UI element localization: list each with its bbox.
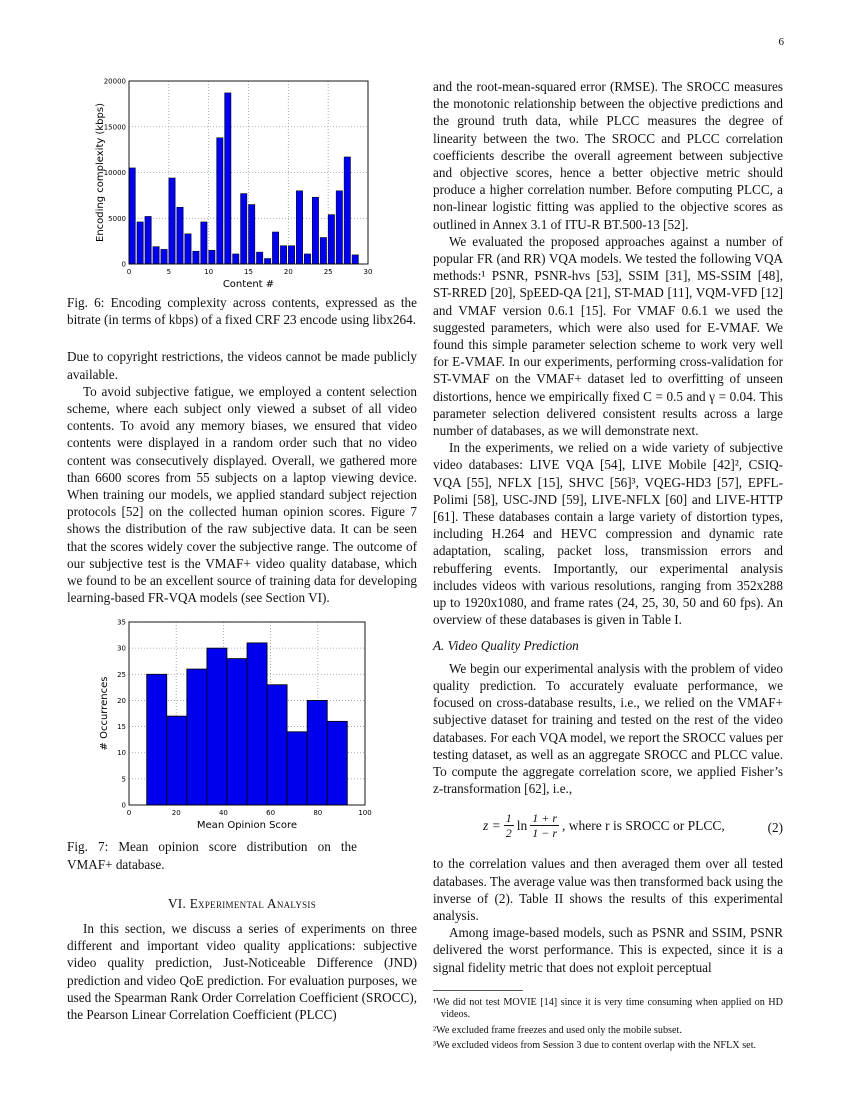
section-title: Experimental Analysis: [189, 895, 317, 911]
bar: [256, 252, 262, 264]
footnote-divider: [433, 990, 523, 991]
x-tick-label: 60: [266, 809, 276, 818]
bar: [336, 191, 342, 264]
y-tick-label: 0: [121, 260, 126, 269]
footnote-1: ¹We did not test MOVIE [14] since it is very time consuming when applied on HD videos.: [433, 996, 783, 1021]
rmse-paragraph: and the root-mean-squared error (RMSE). The SROCC measures the monotonic relationship between the objective predictions and the ground truth data, while PLCC measures the degree of linearity between the two. The SROCC and PLCC correlation coefficients describe the overall agreement between subjective and objective scores, hence a better objective metric should produce a higher correlation number. Before computing PLCC, a non-linear logistic fitting was applied to the objective scores as outlined in Annex 3.1 of ITU-R BT.500-13 [52].: [433, 79, 783, 232]
section-number: VI.: [167, 895, 187, 911]
bar: [153, 247, 159, 264]
x-tick-label: 10: [204, 268, 214, 276]
histogram-bin: [327, 722, 347, 806]
equation-fraction: $\frac{1 + r}{1 - r}$: [532, 811, 558, 841]
bar: [233, 254, 239, 264]
x-tick-label: 5: [166, 268, 172, 276]
y-tick-label: 5: [121, 775, 126, 784]
bar: [249, 205, 255, 264]
bar: [312, 197, 318, 264]
histogram-bin: [187, 670, 207, 806]
fig6-caption: Fig. 6: Encoding complexity across contents, expressed as the bitrate (in terms of kbps) of a fixed CRF 23 encode using libx264.: [67, 295, 417, 328]
bar: [296, 191, 302, 264]
page-number: 6: [778, 36, 784, 48]
bar: [272, 232, 278, 264]
histogram-bin: [287, 732, 307, 805]
bar: [145, 216, 151, 264]
x-tick-label: 25: [323, 268, 333, 276]
bar: [209, 250, 215, 264]
equation-ln: ln: [516, 818, 528, 834]
fig7-mos-histogram: [67, 618, 417, 834]
bar: [161, 249, 167, 264]
bar: [288, 246, 294, 264]
histogram-bin: [147, 675, 167, 806]
fig6-encoding-complexity-chart: [67, 78, 417, 290]
y-tick-label: 20000: [103, 78, 126, 86]
x-tick-label: 20: [283, 268, 293, 276]
methods-paragraph: We evaluated the proposed approaches against a number of popular FR (and RR) VQA models. We tested the following VQA methods:¹ PSNR, PSNR-hvs [53], SSIM [31], MS-SSIM [48], ST-RRED [20], SpEED-QA [21], ST-MAD [11], VQM-VFD [12] and VMAF version 0.6.1 [15]. For VMAF 0.6.1 we used the suggested parameters, which were also used for E-VMAF. We found this simple parameter selection scheme to work very well for E-VMAF. In our experiments, performing cross-validation for ST-VMAF on the VMAF+ dataset led to overfitting of unseen distortions, hence we empirically fixed C = 0.5 and γ = 0.04. This parameter selection delivered consistent results across a large number of databases, as we will demonstrate next.: [433, 233, 783, 439]
right-column: [433, 78, 783, 1056]
y-tick-label: 15: [117, 723, 126, 732]
databases-paragraph: In the experiments, we relied on a wide variety of subjective video databases: LIVE VQA [54], LIVE Mobile [42]², CSIQ-VQA [55], NFLX [15], SHVC [56]³, VQEG-HD3 [57], EPFL-Polimi [58], USC-JND [59], LIVE-NFLX [60] and LIVE-HTTP [61]. These databases contain a large variety of distortion types, including H.264 and HEVC compression and dynamic rate adaptation, scaling, packet loss, transmission errors and rebuffering events. Importantly, our experimental analysis includes videos with various resolutions, ranging from 352x288 up to 1920x1080, and frame rates (24, 25, 30, 50 and 60 fps). An overview of these databases is given in Table I.: [433, 440, 783, 628]
bar: [137, 222, 143, 264]
footnote-2: ²We excluded frame freezes and used only the mobile subset.: [433, 1024, 682, 1036]
y-tick-label: 15000: [103, 123, 126, 132]
y-tick-label: 0: [121, 801, 126, 810]
histogram-bin: [167, 717, 187, 806]
histogram-bin: [307, 701, 327, 806]
x-tick-label: 20: [171, 809, 181, 818]
bar: [169, 178, 175, 264]
x-tick-label: 80: [313, 809, 323, 818]
bar: [225, 93, 231, 264]
subsection-heading: A. Video Quality Prediction: [433, 637, 579, 653]
after-equation-paragraph: to the correlation values and then averaged them over all tested databases. The average value was then transformed back using the inverse of (2). Table II shows the results of this experimental analysis.: [433, 856, 783, 923]
section-intro-paragraph: In this section, we discuss a series of experiments on three different and important video quality applications: subjective video quality prediction, Just-Noticeable Difference (JND) prediction and video QoE prediction. For evaluation purposes, we used the Spearman Rank Order Correlation Coefficient (SROCC), the Pearson Linear Correlation Coefficient (PLCC): [67, 921, 417, 1023]
bar: [193, 251, 199, 264]
x-tick-label: 100: [358, 809, 372, 818]
bar: [304, 254, 310, 264]
histogram-bin: [227, 659, 247, 805]
x-tick-label: 0: [126, 809, 132, 818]
bar: [264, 259, 270, 264]
y-tick-label: 35: [117, 618, 126, 627]
x-tick-label: 0: [126, 268, 132, 276]
histogram-bin: [247, 643, 267, 805]
section-heading: [67, 895, 417, 912]
equation-lhs: z =: [483, 818, 501, 834]
y-tick-label: 25: [117, 671, 126, 680]
y-axis-label: # Occurrences: [99, 676, 110, 751]
bar: [201, 222, 207, 264]
bar: [129, 168, 135, 264]
x-axis-label: Content #: [222, 279, 275, 290]
footnote-3: ³We excluded videos from Session 3 due to content overlap with the NFLX set.: [433, 1040, 757, 1052]
y-tick-label: 10: [117, 749, 126, 758]
histogram-bin: [207, 649, 227, 806]
fisher-equation: [433, 803, 783, 851]
bar: [185, 234, 191, 264]
y-tick-label: 20: [117, 697, 126, 706]
fatigue-paragraph: To avoid subjective fatigue, we employed a content selection scheme, where each subject only viewed a subset of all video contents. To avoid any memory biases, we ensured that video contents were displayed in a random order such that no video content was consecutively displayed. Overall, we gathered more than 6600 scores from 55 subjects on a laptop viewing device. When training our models, we applied standard subject rejection protocols [52] on the collected human opinion scores. Figure 7 shows the distribution of the raw subjective data. It can be seen that the scores widely cover the subjective range. The outcome of our subjective test is the VMAF+ video quality database, which we found to be an excellent source of training data for developing learning-based FR-VQA models (see Section VI).: [67, 383, 417, 606]
histogram-bin: [267, 685, 287, 805]
bar: [280, 246, 286, 264]
bar: [177, 207, 183, 264]
y-tick-label: 30: [117, 645, 126, 654]
left-column: [67, 78, 417, 1023]
equation-half: $\frac{1}{2}$: [505, 811, 512, 841]
image-models-paragraph: Among image-based models, such as PSNR and SSIM, PSNR delivered the worst performance. This is expected, since it is a signal fidelity metric that does not exploit perceptual: [433, 925, 783, 975]
prediction-paragraph: We begin our experimental analysis with the problem of video quality prediction. To accurately evaluate performance, we focused on cross-database results, i.e., we relied on the VMAF+ subjective dataset for training and tested on the rest of the video databases. For each VQA model, we report the SROCC values per testing dataset, as well as an aggregate SROCC and PLCC value. To compute the aggregate correlation score, we applied Fisher’s z-transformation [62], i.e.,: [433, 660, 783, 797]
y-axis-label: Encoding complexity (kbps): [95, 103, 106, 242]
x-tick-label: 15: [244, 268, 253, 276]
y-tick-label: 10000: [103, 169, 126, 177]
equation-number: (2): [767, 820, 783, 836]
bar: [320, 237, 326, 264]
bar: [328, 215, 334, 264]
copyright-paragraph: Due to copyright restrictions, the videos cannot be made publicly available.: [67, 349, 417, 382]
x-axis-label: Mean Opinion Score: [196, 820, 298, 832]
bar: [344, 157, 350, 264]
equation-tail: , where r is SROCC or PLCC,: [562, 818, 725, 834]
y-tick-label: 5000: [108, 214, 126, 223]
x-tick-label: 30: [363, 268, 373, 276]
bar: [352, 255, 358, 264]
fig7-caption: Fig. 7: Mean opinion score distribution on the VMAF+ database.: [67, 839, 357, 872]
x-tick-label: 40: [218, 809, 228, 818]
bar: [241, 194, 247, 264]
bar: [217, 138, 223, 264]
